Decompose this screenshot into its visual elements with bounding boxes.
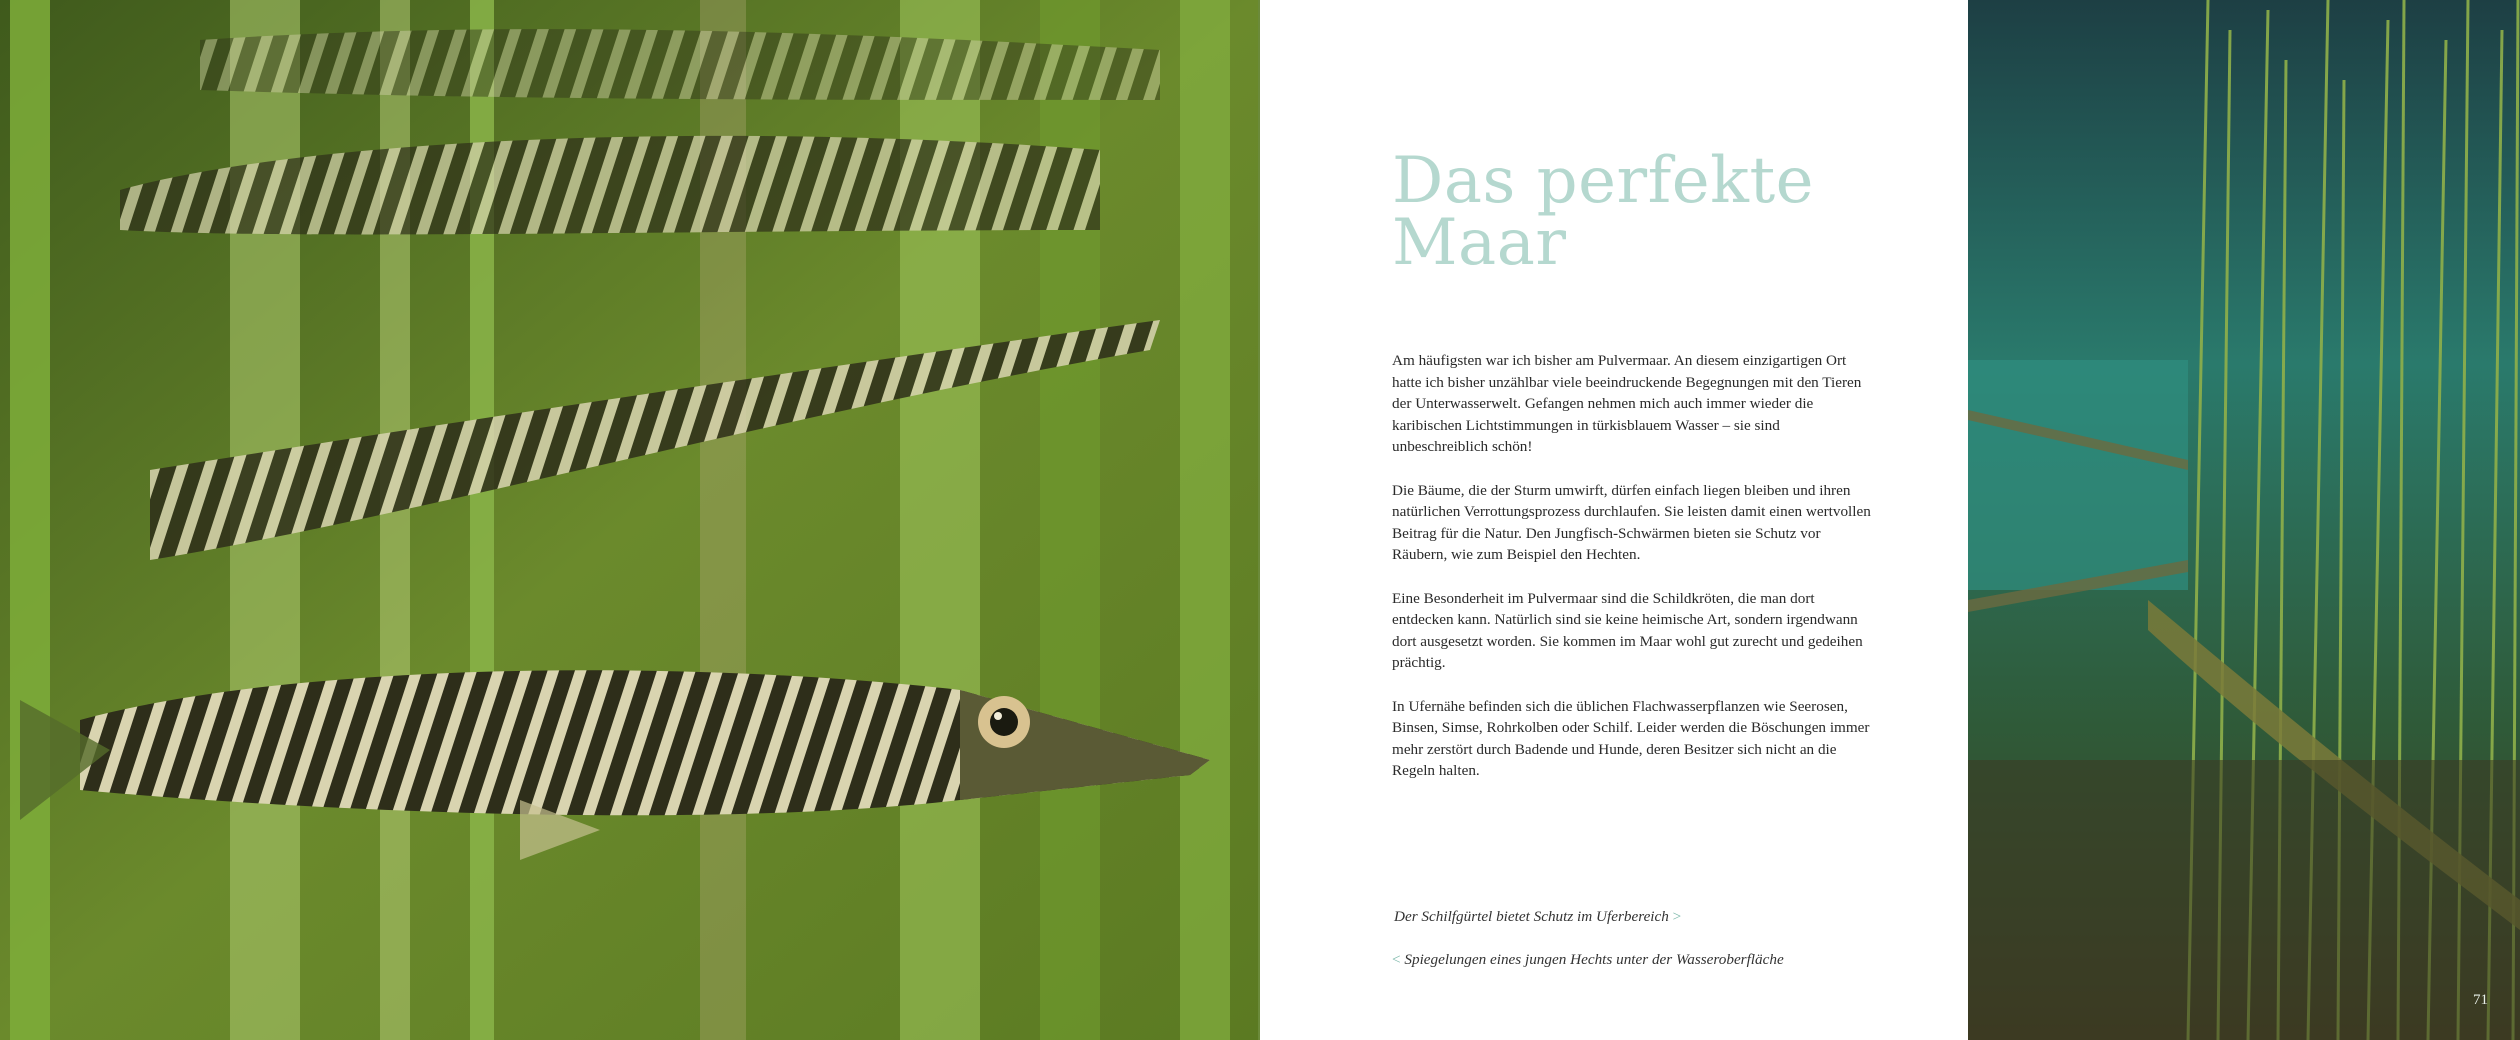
- paragraph-3: Eine Besonderheit im Pulvermaar sind die Schildkröten, die man dort entdecken kann. Natürlich sind sie keine heimische Art, sondern irgendwann dort ausgesetzt worden. Sie kommen im Maar wohl gut zurecht und gedeihen prächtig.: [1392, 589, 1863, 672]
- article-body: [1392, 350, 1872, 803]
- caption-left-text: Spiegelungen eines jungen Hechts unter der Wasseroberfläche: [1404, 951, 1784, 968]
- reed-belt-photo: [1968, 0, 2520, 1040]
- article-header: [1392, 144, 1872, 280]
- caption-left-photo: [1392, 951, 1784, 969]
- page-title-line-1: Das perfekte: [1392, 144, 1815, 218]
- paragraph-4: In Ufernähe befinden sich die üblichen Flachwasserpflanzen wie Seerosen, Binsen, Simse, Rohrkolben oder Schilf. Leider werden die Böschungen immer mehr zerstört durch Badende und Hunde, deren Besitzer sich nicht an die Regeln halten.: [1392, 697, 1870, 780]
- paragraph-2: Die Bäume, die der Sturm umwirft, dürfen einfach liegen bleiben und ihren natürlichen Verrottungsprozess durchlaufen. Sie leisten damit einen wertvollen Beitrag für die Natur. Den Jungfisch-Schwärmen bieten sie Schutz vor Räubern, wie zum Beispiel den Hechten.: [1392, 481, 1871, 564]
- paragraph-1: Am häufigsten war ich bisher am Pulvermaar. An diesem einzigartigen Ort hatte ich bisher unzählbar viele beeindruckende Begegnungen mit den Tieren der Unterwasserwelt. Gefangen nehmen mich auch immer wieder die karibischen Lichtstimmungen in türkisblauem Wasser – sie sind unbeschreiblich schön!: [1392, 352, 1862, 456]
- caption-right-text: Der Schilfgürtel bietet Schutz im Uferbereich: [1394, 908, 1669, 925]
- caption-right-photo: [1394, 908, 1681, 926]
- page-title-line-2: Maar: [1392, 206, 1567, 280]
- page-number: 71: [2473, 992, 2488, 1008]
- page-title: [1392, 144, 1872, 280]
- arrow-left-icon: <: [1392, 951, 1401, 968]
- arrow-right-icon: >: [1672, 908, 1682, 925]
